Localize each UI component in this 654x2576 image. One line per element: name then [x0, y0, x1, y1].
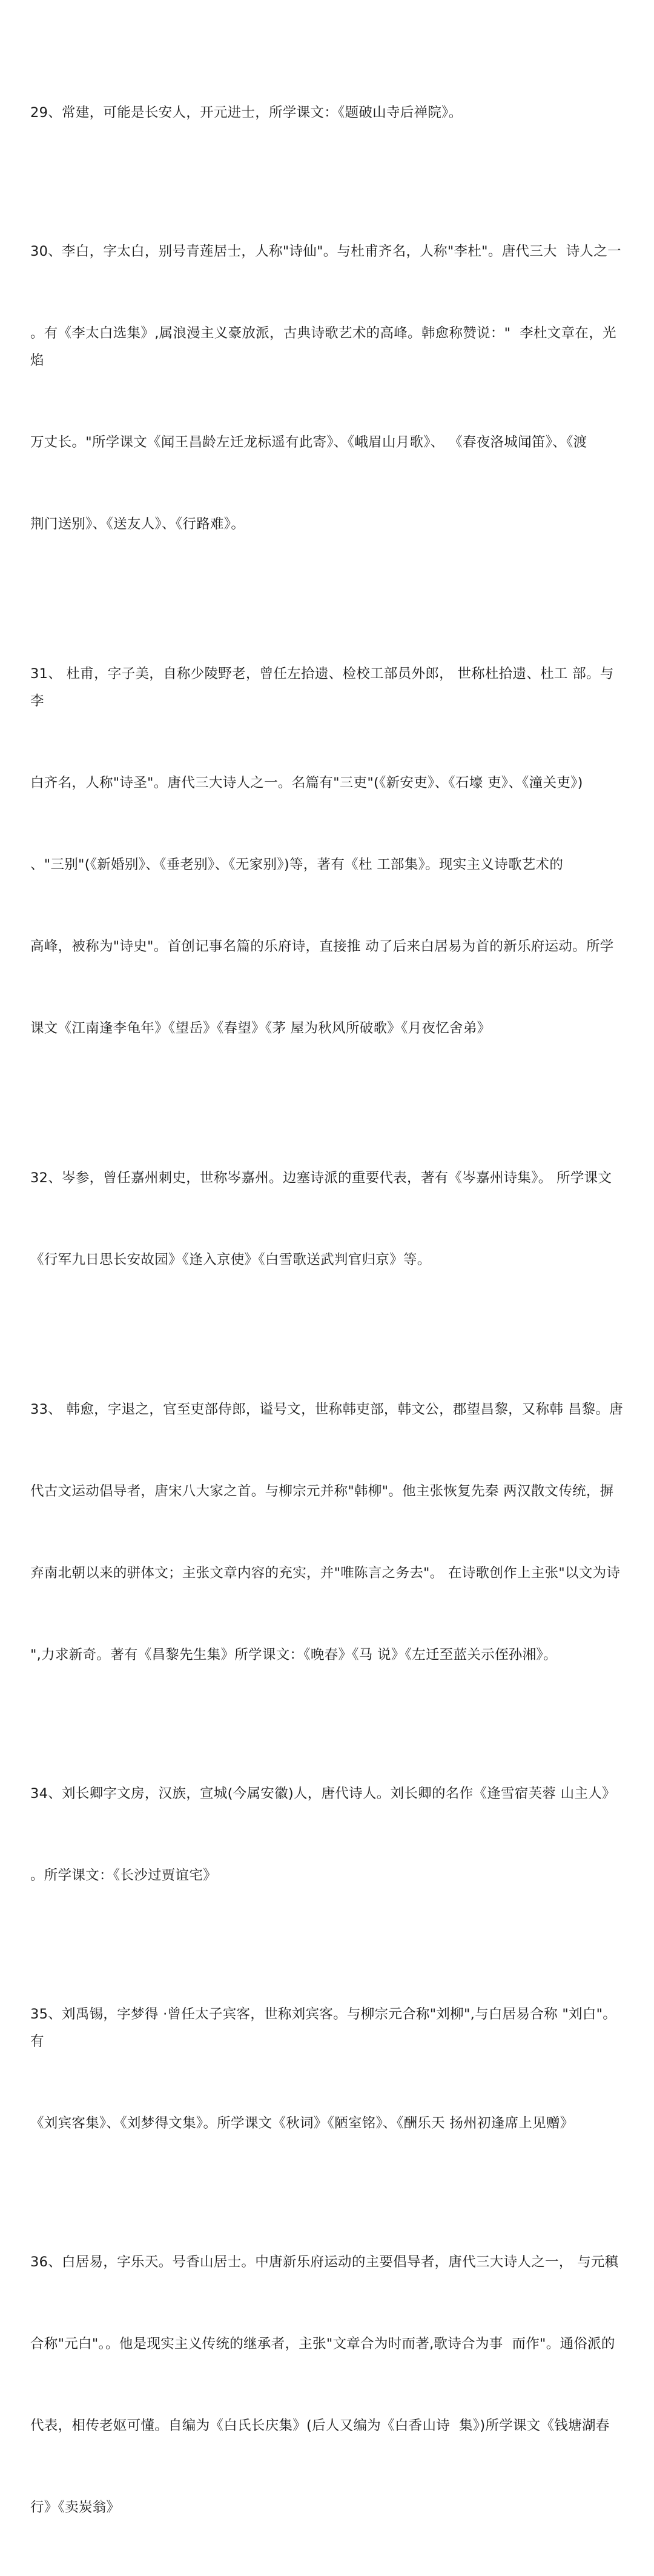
entry-36	[30, 2194, 624, 2576]
entry-line: 34、刘长卿字文房，汉族，宣城(今属安徽)人，唐代诗人。刘长卿的名作《逢雪宿芙蓉 山主人》	[30, 1786, 616, 1802]
entry-line: 白齐名，人称"诗圣"。唐代三大诗人之一。名篇有"三吏"(《新安吏》、《石壕 吏》、《潼关吏》)	[30, 775, 583, 791]
entry-line: 《行军九日思长安故园》《逢入京使》《白雪歌送武判官归京》等。	[30, 1252, 431, 1268]
entry-line: 代表，相传老妪可懂。自编为《白氏长庆集》(后人又编为《白香山诗 集》)所学课文《钱塘湖春	[30, 2418, 610, 2434]
entry-line: 行》《卖炭翁》	[30, 2500, 121, 2515]
entry-line: 《刘宾客集》、《刘梦得文集》。所学课文《秋词》《陋室铭》、《酬乐天 扬州初逢席上见赠》	[30, 2115, 574, 2131]
entry-line: 、"三别"(《新婚别》、《垂老别》、《无家别》)等，著有《杜 工部集》。现实主义诗歌艺术的	[30, 857, 564, 873]
entry-line: 代古文运动倡导者，唐宋八大家之首。与柳宗元并称"韩柳"。他主张恢复先秦 两汉散文传统，摒	[30, 1483, 614, 1499]
entry-30	[30, 184, 624, 593]
entry-line: 36、白居易，字乐天。号香山居士。中唐新乐府运动的主要倡导者，唐代三大诗人之一， 与元稹	[30, 2254, 619, 2270]
entry-line: ",力求新奇。著有《昌黎先生集》所学课文：《晚春》《马 说》《左迁至蓝关示侄孙湘》。	[30, 1647, 557, 1663]
entry-line: 35、刘禹锡，字梦得 ·曾任太子宾客，世称刘宾客。与柳宗元合称"刘柳",与白居易合称 "刘白"。有	[30, 2006, 617, 2049]
entry-33	[30, 1342, 624, 1723]
entry-line: 32、岑参，曾任嘉州刺史，世称岑嘉州。边塞诗派的重要代表，著有《岑嘉州诗集》。 所学课文	[30, 1170, 612, 1186]
entry-29	[30, 45, 624, 181]
entry-31	[30, 606, 624, 1097]
entry-line: 弃南北朝以来的骈体文；主张文章内容的充实，并"唯陈言之务去"。 在诗歌创作上主张"以文为诗	[30, 1565, 621, 1581]
entry-line: 31、 杜甫，字子美，自称少陵野老，曾任左拾遗、检校工部员外郎， 世称杜拾遗、杜工 部。与李	[30, 666, 614, 709]
entry-line: 29、常建，可能是长安人，开元进士，所学课文：《题破山寺后禅院》。	[30, 105, 463, 121]
entry-line: 。有《李太白选集》,属浪漫主义豪放派，古典诗歌艺术的高峰。韩愈称赞说：" 李杜文章在，光焰	[30, 325, 616, 368]
entry-line: 荆门送别》、《送友人》、《行路难》。	[30, 516, 245, 532]
entry-line: 万丈长。"所学课文《闻王昌龄左迁龙标遥有此寄》、《峨眉山月歌》、 《春夜洛城闻笛》、《渡	[30, 434, 587, 450]
entry-34	[30, 1726, 624, 1944]
entry-35	[30, 1946, 624, 2192]
entry-line: 课文《江南逢李龟年》《望岳》《春望》《茅 屋为秋风所破歌》《月夜忆舍弟》	[30, 1020, 491, 1036]
entry-32	[30, 1110, 624, 1328]
entry-line: 高峰，被称为"诗史"。首创记事名篇的乐府诗，直接推 动了后来白居易为首的新乐府运动。所学	[30, 939, 614, 954]
entry-line: 30、李白，字太白，别号青莲居士，人称"诗仙"。与杜甫齐名，人称"李杜"。唐代三大 诗人之一	[30, 244, 621, 259]
entry-line: 合称"元白"。。他是现实主义传统的继承者，主张"文章合为时而著,歌诗合为事 而作"。通俗派的	[30, 2336, 615, 2352]
entry-line: 。所学课文：《长沙过贾谊宅》	[30, 1868, 217, 1883]
entry-line: 33、 韩愈，字退之，官至吏部侍郎，谥号文，世称韩吏部，韩文公，郡望昌黎，又称韩 昌黎。唐	[30, 1402, 623, 1417]
